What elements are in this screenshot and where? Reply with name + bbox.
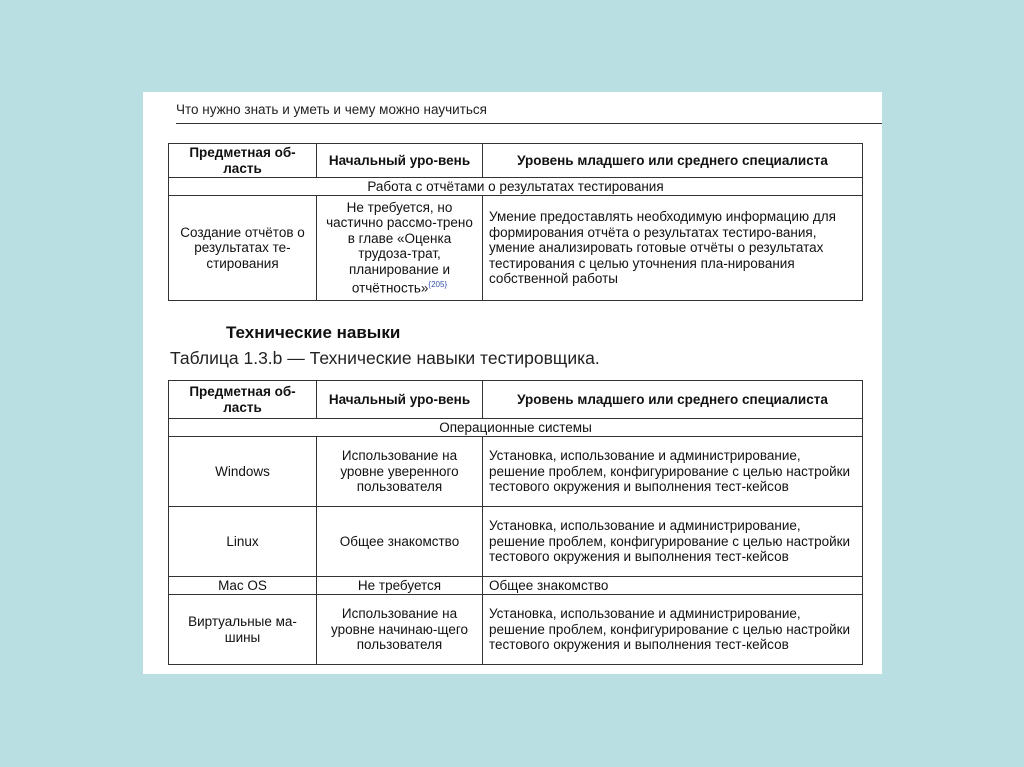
cell-junior: Установка, использование и администрирование, решение проблем, конфигурирование с целью настройки тестового окружения и выполнения тест-кейсов [483,595,863,665]
cell-subject: Windows [169,437,317,507]
running-header: Что нужно знать и уметь и чему можно научиться [176,102,487,117]
table-row [169,437,863,507]
document-page [143,92,882,674]
cell-junior: Установка, использование и администрирование, решение проблем, конфигурирование с целью настройки тестового окружения и выполнения тест-кейсов [483,437,863,507]
cell-subject: Linux [169,507,317,577]
cell-initial: Использование на уровне начинаю-щего пользователя [317,595,483,665]
cell-initial-text: Не требуется, но частично рассмо-трено в главе «Оценка трудоза-трат, планирование и отчётность» [326,199,473,296]
table-row [169,507,863,577]
table-row [169,196,863,301]
table-row [169,595,863,665]
header-subject: Предметная об-ласть [169,381,317,419]
cell-initial [317,196,483,301]
header-rule [176,123,882,124]
table-caption: Таблица 1.3.b — Технические навыки тестировщика. [170,348,600,368]
cell-initial: Не требуется [317,577,483,595]
cell-initial: Использование на уровне уверенного пользователя [317,437,483,507]
table-header-row [169,144,863,178]
header-subject: Предметная об-ласть [169,144,317,178]
section-row [169,419,863,437]
technical-skills-table [168,380,863,665]
table-header-row [169,381,863,419]
section-row [169,178,863,196]
cell-initial: Общее знакомство [317,507,483,577]
header-initial: Начальный уро-вень [317,381,483,419]
table-row [169,577,863,595]
cell-junior: Общее знакомство [483,577,863,595]
header-initial: Начальный уро-вень [317,144,483,178]
cell-subject: Создание отчётов о результатах те-стирования [169,196,317,301]
reporting-skills-table [168,143,863,301]
cell-subject: Виртуальные ма-шины [169,595,317,665]
header-junior: Уровень младшего или среднего специалиста [483,381,863,419]
cell-junior: Умение предоставлять необходимую информацию для формирования отчёта о результатах тестиро-вания, умение анализировать готовые отчёты о результатах тестирования с целью уточнения пла-нирования собственной работы [483,196,863,301]
cell-subject: Mac OS [169,577,317,595]
page-reference: {205} [428,280,448,290]
section-title: Работа с отчётами о результатах тестирования [169,178,863,196]
header-junior: Уровень младшего или среднего специалиста [483,144,863,178]
cell-junior: Установка, использование и администрирование, решение проблем, конфигурирование с целью настройки тестового окружения и выполнения тест-кейсов [483,507,863,577]
section-heading: Технические навыки [226,323,401,342]
section-title: Операционные системы [169,419,863,437]
